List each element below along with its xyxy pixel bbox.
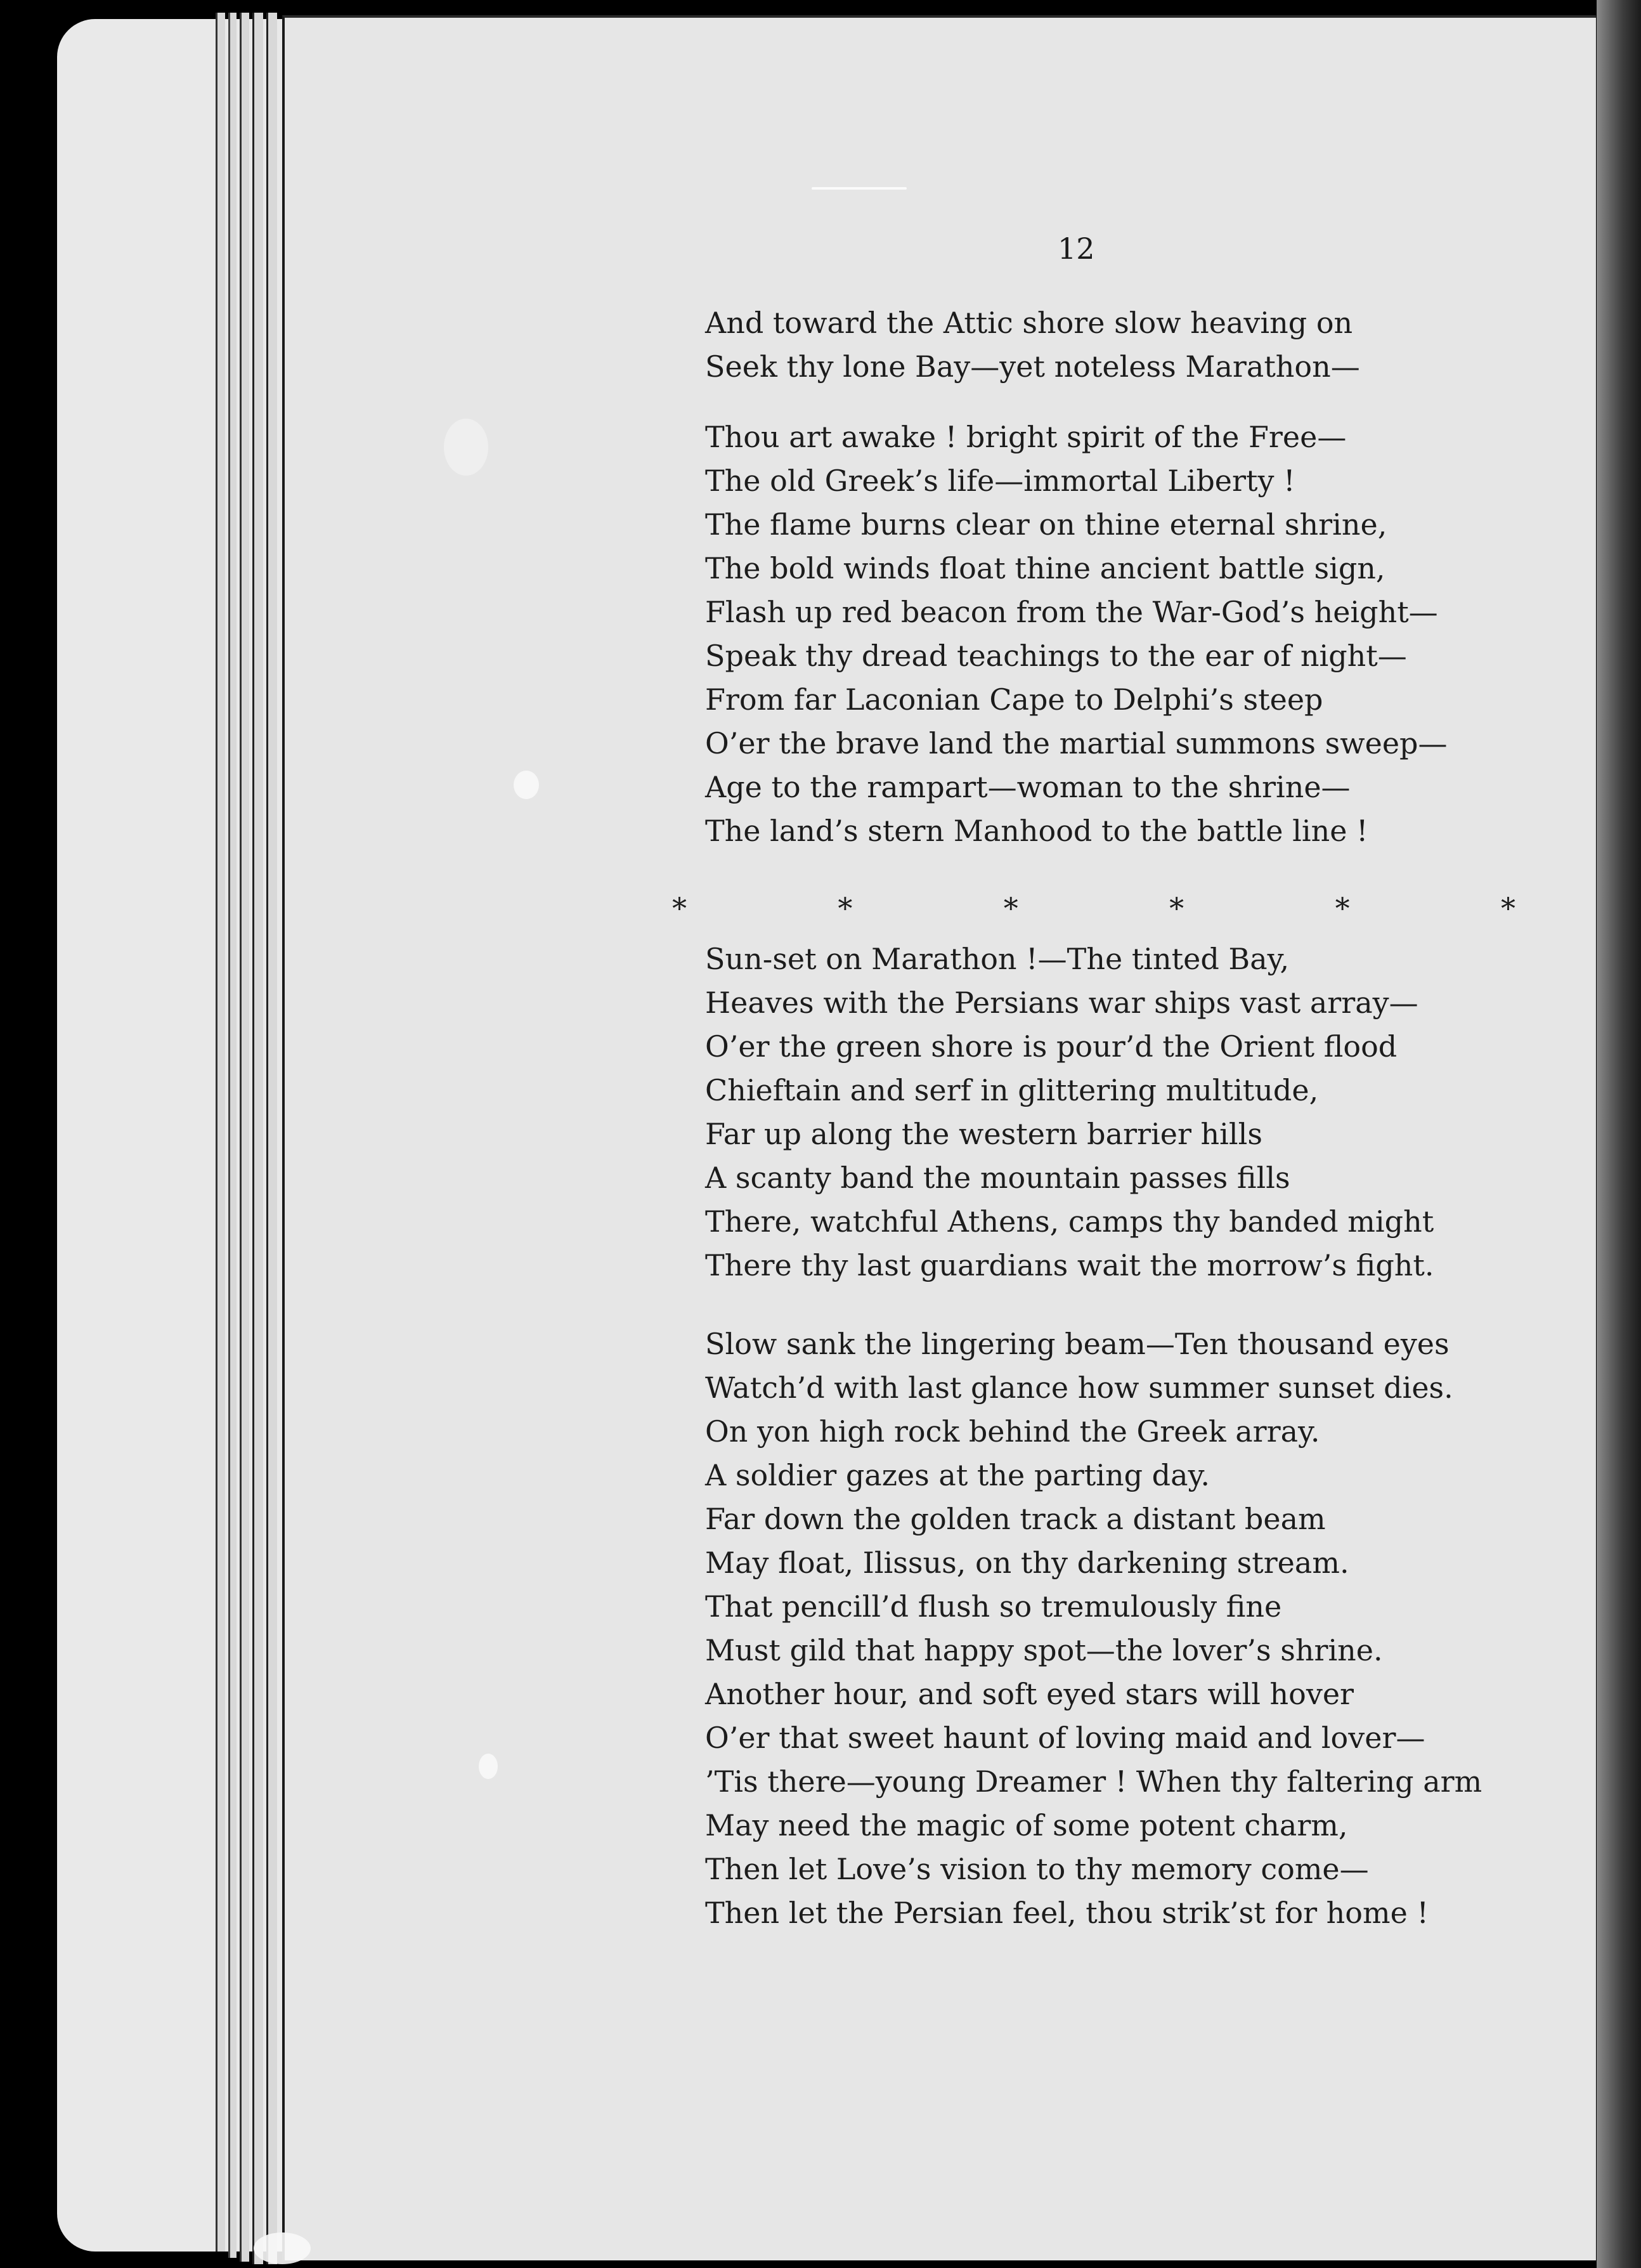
poem-line: The bold winds float thine ancient battle sign, — [705, 551, 1385, 585]
poem-line: Then let Love’s vision to thy memory come— — [705, 1852, 1369, 1886]
stanza-1 — [705, 301, 1360, 389]
poem-line: Far up along the western barrier hills — [705, 1117, 1262, 1151]
poem-line: A scanty band the mountain passes fills — [705, 1161, 1290, 1195]
poem-line: Sun-set on Marathon !—The tinted Bay, — [705, 942, 1290, 976]
poem-line: Chieftain and serf in glittering multitude, — [705, 1073, 1319, 1107]
page-edge — [252, 13, 263, 2264]
section-separator — [672, 891, 1515, 925]
poem-line: That pencill’d flush so tremulously fine — [705, 1589, 1282, 1624]
poem-line: The old Greek’s life—immortal Liberty ! — [705, 464, 1295, 498]
scan-scuff — [254, 2232, 311, 2264]
asterisk: * — [1169, 891, 1184, 925]
page-edge — [266, 13, 277, 2264]
scan-mark — [812, 187, 907, 190]
poem-line: Heaves with the Persians war ships vast array— — [705, 986, 1418, 1020]
poem-line: Watch’d with last glance how summer sunset dies. — [705, 1371, 1453, 1405]
page-edge — [228, 13, 237, 2258]
poem-line: On yon high rock behind the Greek array. — [705, 1414, 1320, 1449]
poem-line: Flash up red beacon from the War-God’s height— — [705, 595, 1438, 629]
asterisk: * — [838, 891, 853, 925]
page-number: 12 — [1058, 231, 1095, 266]
poem-line: From far Laconian Cape to Delphi’s steep — [705, 682, 1323, 717]
scan-scuff — [479, 1754, 498, 1779]
poem-line: Speak thy dread teachings to the ear of night— — [705, 639, 1407, 673]
poem-line: May need the magic of some potent charm, — [705, 1808, 1348, 1842]
asterisk: * — [1500, 891, 1515, 925]
poem-line: Must gild that happy spot—the lover’s shrine. — [705, 1633, 1383, 1667]
poem-line: Thou art awake ! bright spirit of the Free— — [705, 420, 1347, 454]
poem-line: O’er that sweet haunt of loving maid and lover— — [705, 1721, 1425, 1755]
poem-line: O’er the brave land the martial summons sweep— — [705, 726, 1448, 760]
poem-line: There thy last guardians wait the morrow’s fight. — [705, 1248, 1434, 1282]
poem-line: Another hour, and soft eyed stars will hover — [705, 1677, 1354, 1711]
page-edge — [240, 13, 249, 2262]
scan-border-left — [0, 0, 58, 2268]
poem-line: A soldier gazes at the parting day. — [705, 1458, 1210, 1492]
poem-line: The flame burns clear on thine eternal shrine, — [705, 507, 1387, 542]
gutter-shadow — [1597, 0, 1641, 2268]
poem-line: And toward the Attic shore slow heaving on — [705, 306, 1353, 340]
poem-line: O’er the green shore is pour’d the Orient flood — [705, 1029, 1398, 1064]
asterisk: * — [672, 891, 687, 925]
poem-line: May float, Ilissus, on thy darkening stream. — [705, 1546, 1349, 1580]
poem-line: Age to the rampart—woman to the shrine— — [705, 770, 1351, 804]
poem-line: Then let the Persian feel, thou strik’st for home ! — [705, 1896, 1429, 1930]
poem-line: Seek thy lone Bay—yet noteless Marathon— — [705, 349, 1360, 384]
stanza-3 — [705, 937, 1434, 1287]
page-edge — [216, 13, 225, 2252]
poem-line: ’Tis there—young Dreamer ! When thy faltering arm — [705, 1764, 1482, 1799]
poem-line: The land’s stern Manhood to the battle line ! — [705, 814, 1368, 848]
poem-line: There, watchful Athens, camps thy banded might — [705, 1204, 1434, 1239]
stanza-4 — [705, 1322, 1482, 1935]
scan-scuff — [514, 771, 539, 799]
asterisk: * — [1335, 891, 1350, 925]
poem-line: Slow sank the lingering beam—Ten thousand eyes — [705, 1327, 1450, 1361]
asterisk: * — [1003, 891, 1018, 925]
stanza-2 — [705, 415, 1447, 853]
poem-line: Far down the golden track a distant beam — [705, 1502, 1326, 1536]
scan-scuff — [444, 419, 488, 476]
